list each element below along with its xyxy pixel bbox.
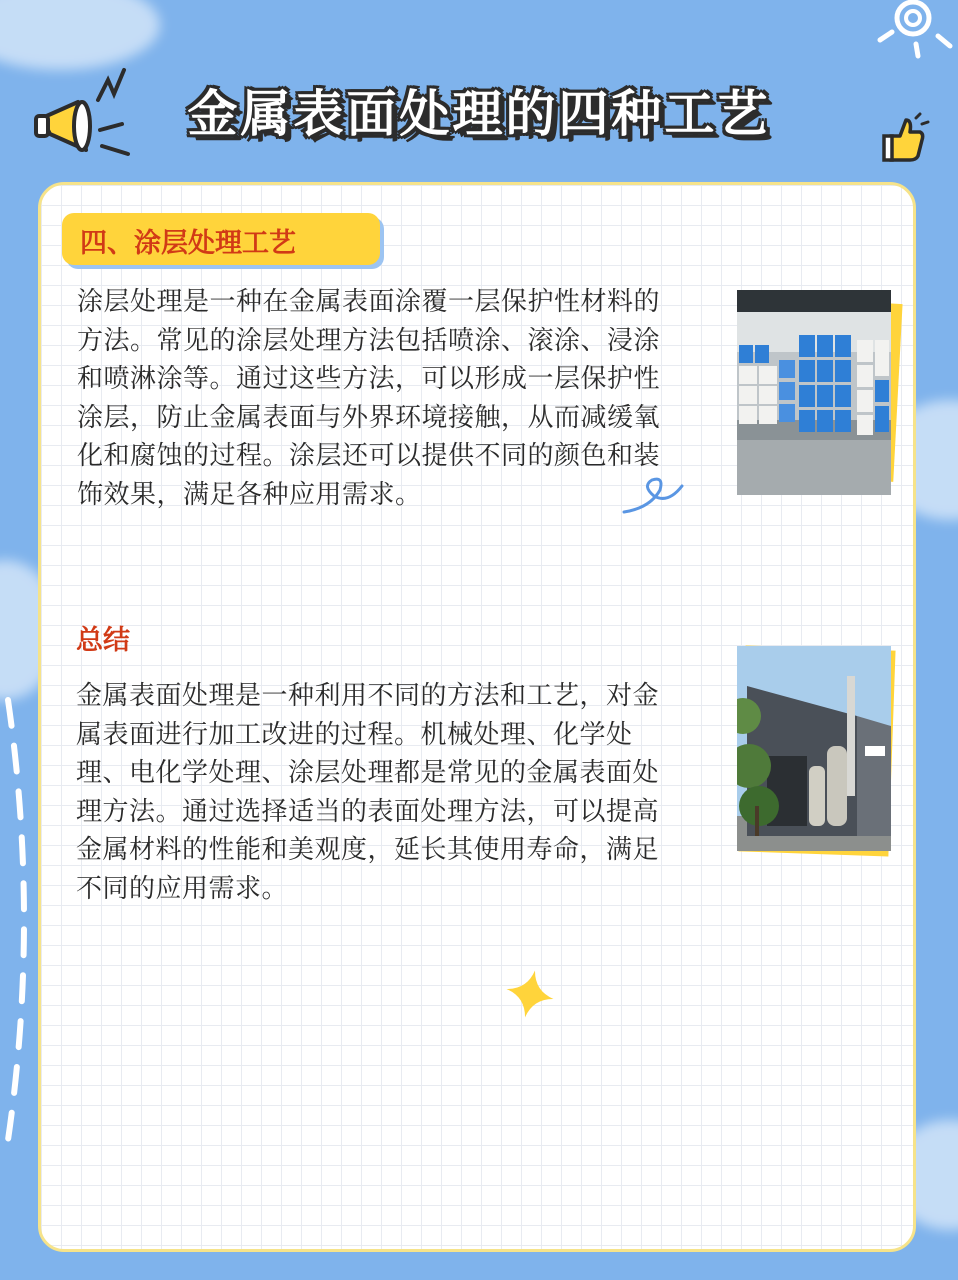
section1-line: 化和腐蚀的过程。涂层还可以提供不同的颜色和装 (77, 441, 661, 471)
section1-line: 方法。常见的涂层处理方法包括喷涂、滚涂、浸涂 (77, 325, 661, 356)
section1-line: 和喷淋涂等。通过这些方法，可以形成一层保护性 (77, 364, 661, 394)
section2-heading: 总结 (76, 625, 130, 656)
section2-line: 理、电化学处理、涂层处理都是常见的金属表面处 (76, 758, 660, 788)
section1-line: 涂层，防止金属表面与外界环境接触，从而减缓氧 (77, 402, 661, 433)
sun-icon (868, 0, 958, 60)
section-tag (62, 213, 380, 265)
section2-line: 金属表面处理是一种利用不同的方法和工艺，对金 (76, 681, 660, 711)
section2-line: 理方法。通过选择适当的表面处理方法，可以提高 (76, 796, 660, 827)
section2-line: 不同的应用需求。 (76, 873, 289, 904)
loop-squiggle-icon (620, 470, 690, 518)
section1-line: 饰效果，满足各种应用需求。 (77, 479, 422, 510)
warehouse-photo (737, 290, 891, 495)
factory-photo (737, 646, 891, 851)
section1-line: 涂层处理是一种在金属表面涂覆一层保护性材料的 (77, 287, 661, 317)
section1-heading: 四、涂层处理工艺 (80, 228, 296, 259)
section2-line: 金属材料的性能和美观度，延长其使用寿命，满足 (76, 835, 660, 865)
page-title: 金属表面处理的四种工艺 (187, 85, 771, 143)
title-banner (0, 70, 958, 150)
section2-line: 属表面进行加工改进的过程。机械处理、化学处 (76, 719, 633, 750)
sparkle-star-icon (504, 968, 556, 1020)
